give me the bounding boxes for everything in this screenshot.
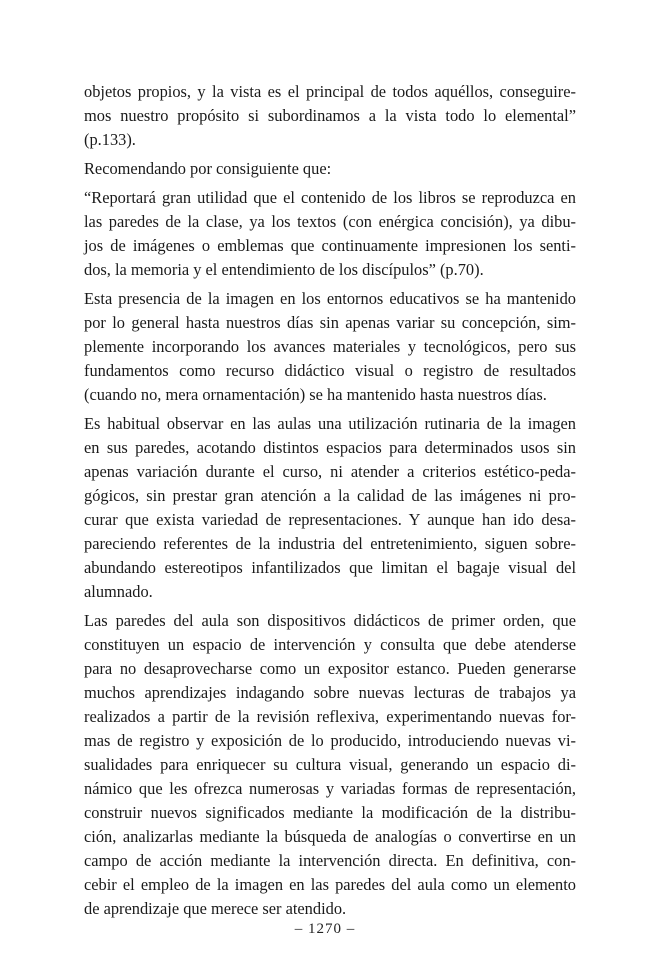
text-line: (cuando no, mera ornamentación) se ha mantenido hasta nuestros días. [84,385,547,404]
text-line: ción, analizarlas mediante la búsqueda de analogías o convertirse en un [84,827,576,846]
text-line: dos, la memoria y el entendimiento de los discípulos” (p.70). [84,260,484,279]
text-line: cebir el empleo de la imagen en las paredes del aula como un elemento [84,875,576,894]
paragraph [84,80,576,152]
text-line: Las paredes del aula son dispositivos didácticos de primer orden, que [84,611,576,630]
paragraph [84,412,576,604]
text-line: apenas variación durante el curso, ni atender a criterios estético-peda- [84,462,576,481]
text-line: jos de imágenes o emblemas que continuamente impresionen los senti- [84,236,576,255]
text-line: námico que les ofrezca numerosas y variadas formas de representación, [84,779,576,798]
text-line: fundamentos como recurso didáctico visual o registro de resultados [84,361,576,380]
text-line: Recomendando por consiguiente que: [84,159,332,178]
text-line: pareciendo referentes de la industria del entretenimiento, siguen sobre- [84,534,576,553]
text-line: las paredes de la clase, ya los textos (con enérgica concisión), ya dibu- [84,212,576,231]
text-line: construir nuevos significados mediante la modificación de la distribu- [84,803,576,822]
text-line: mas de registro y exposición de lo producido, introduciendo nuevas vi- [84,731,576,750]
page-number: – 1270 – [294,921,356,937]
text-line: por lo general hasta nuestros días sin apenas variar su concepción, sim- [84,313,576,332]
text-line: de aprendizaje que merece ser atendido. [84,899,347,918]
paragraph [84,186,576,282]
text-line: curar que exista variedad de representaciones. Y aunque han ido desa- [84,510,576,529]
text-line: abundando estereotipos infantilizados que limitan el bagaje visual del [84,558,576,577]
text-line: Es habitual observar en las aulas una utilización rutinaria de la imagen [84,414,576,433]
text-line: realizados a partir de la revisión reflexiva, experimentando nuevas for- [84,707,576,726]
text-line: campo de acción mediante la intervención directa. En definitiva, con- [84,851,576,870]
text-line: muchos aprendizajes indagando sobre nuevas lecturas de trabajos ya [84,683,576,702]
text-line: gógicos, sin prestar gran atención a la calidad de las imágenes ni pro- [84,486,576,505]
text-line: constituyen un espacio de intervención y consulta que debe atenderse [84,635,576,654]
text-line: alumnado. [84,582,153,601]
paragraph [84,609,576,921]
paragraph [84,157,576,181]
body-text [84,80,576,926]
text-line: (p.133). [84,130,136,149]
text-line: sualidades para enriquecer su cultura visual, generando un espacio di- [84,755,576,774]
text-line: mos nuestro propósito si subordinamos a la vista todo lo elemental” [84,106,576,125]
paragraph [84,287,576,407]
text-line: objetos propios, y la vista es el principal de todos aquéllos, conseguire- [84,82,576,101]
text-line: en sus paredes, acotando distintos espacios para determinados usos sin [84,438,576,457]
text-line: para no desaprovecharse como un expositor estanco. Pueden generarse [84,659,576,678]
text-line: plemente incorporando los avances materiales y tecnológicos, pero sus [84,337,576,356]
text-line: Esta presencia de la imagen en los entornos educativos se ha mantenido [84,289,576,308]
text-line: “Reportará gran utilidad que el contenido de los libros se reproduzca en [84,188,576,207]
